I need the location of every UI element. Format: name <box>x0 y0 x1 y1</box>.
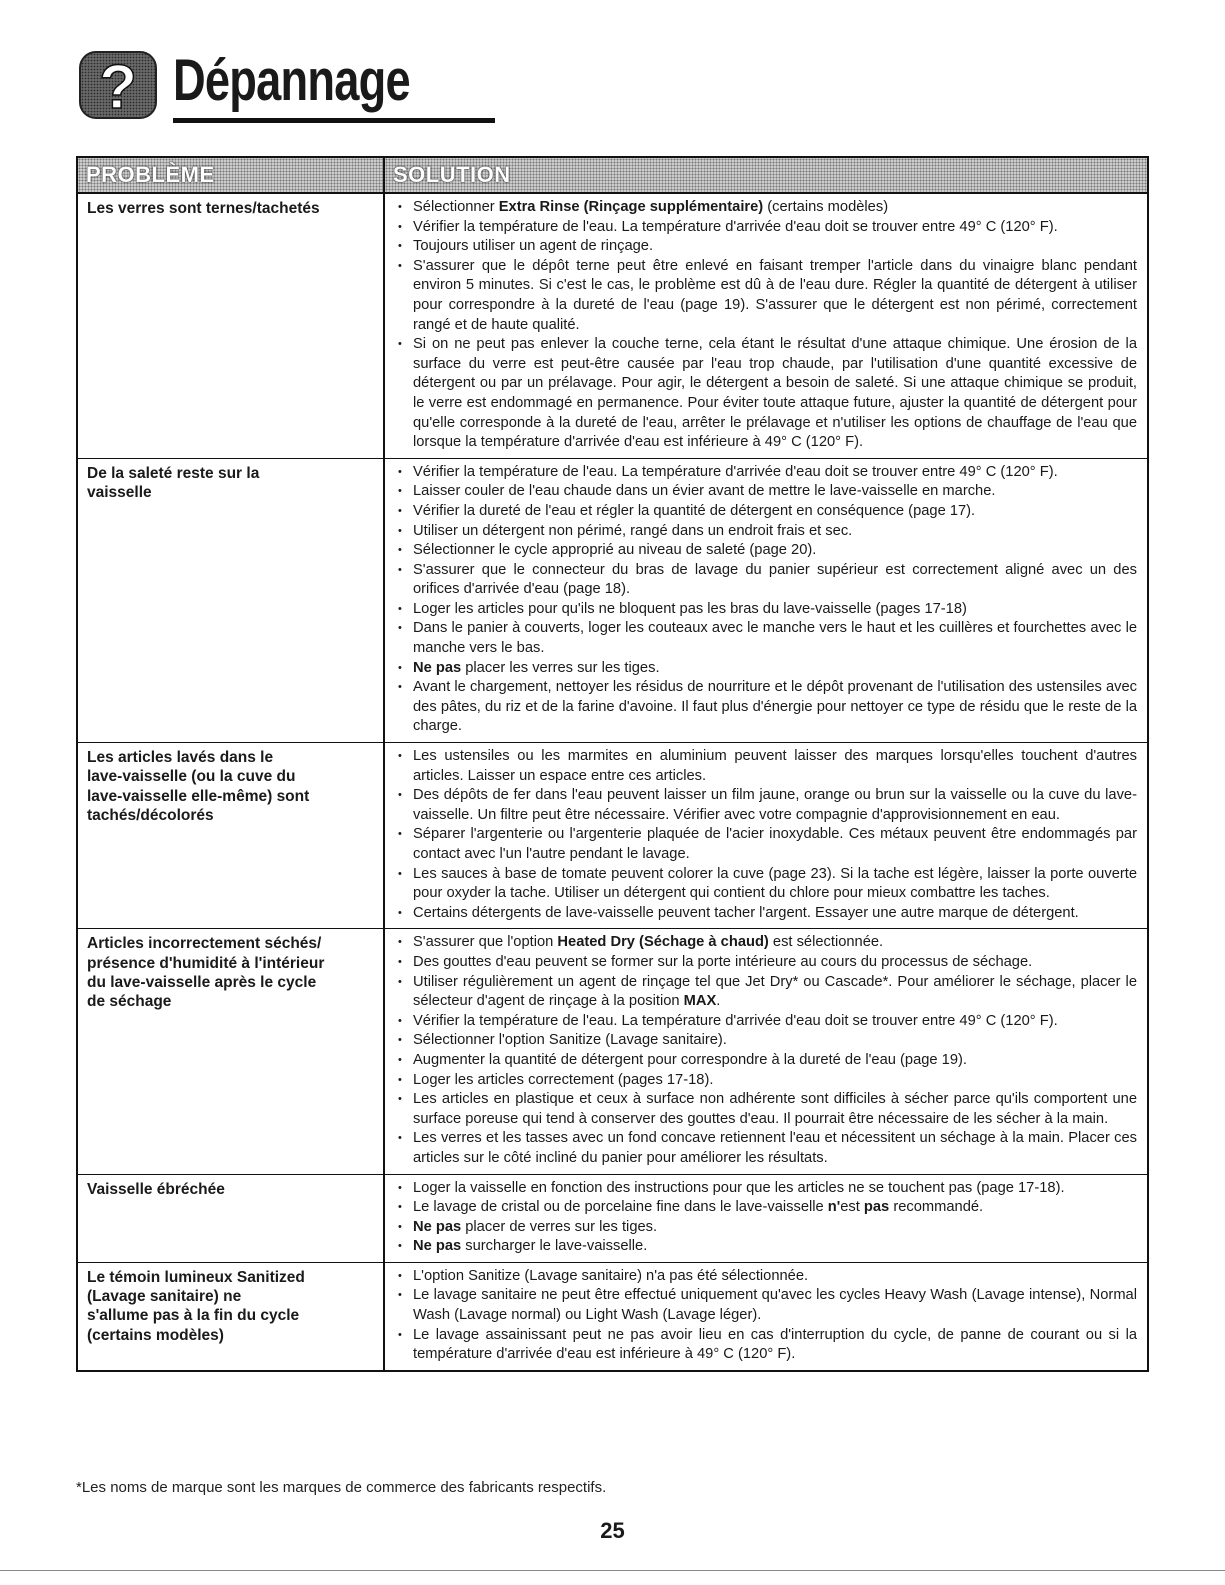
solution-text: Les verres et les tasses avec un fond concave retiennent l'eau et nécessitent un séchage à la main. Placer ces articles sur le côté incliné du panier pour améliorer les résultats. <box>413 1130 1137 1166</box>
table-row <box>78 459 1147 743</box>
solution-item <box>395 933 1137 953</box>
solution-text: L'option Sanitize (Lavage sanitaire) n'a pas été sélectionnée. <box>413 1267 809 1284</box>
table-body <box>78 194 1147 1370</box>
solution-item <box>395 237 1137 257</box>
solution-item <box>395 600 1137 620</box>
solution-text: Séparer l'argenterie ou l'argenterie plaquée de l'acier inoxydable. Ces métaux peuvent être endommagés par contact avec l'un l'autre pendant le lavage. <box>413 826 1137 862</box>
solution-list <box>395 463 1137 737</box>
solution-item <box>395 1218 1137 1238</box>
solution-text: Vérifier la température de l'eau. La température d'arrivée d'eau doit se trouver entre 49° C (120° F). <box>413 1012 1058 1029</box>
solution-text: Augmenter la quantité de détergent pour correspondre à la dureté de l'eau (page 19). <box>413 1051 967 1068</box>
solution-item <box>395 1071 1137 1091</box>
solution-emphasis: Heated Dry (Séchage à chaud) <box>557 934 769 951</box>
solution-item <box>395 619 1137 658</box>
solution-text: Loger les articles pour qu'ils ne bloquent pas les bras du lave-vaisselle (pages 17-18) <box>413 600 967 617</box>
footnote: *Les noms de marque sont les marques de commerce des fabricants respectifs. <box>76 1479 607 1496</box>
solution-item <box>395 335 1137 453</box>
solution-text: placer de verres sur les tiges. <box>461 1218 658 1235</box>
solution-item <box>395 561 1137 600</box>
troubleshooting-table <box>76 156 1149 1372</box>
solution-item <box>395 973 1137 1012</box>
solution-list <box>395 1179 1137 1257</box>
solution-text: Sélectionner <box>413 199 499 215</box>
svg-text:?: ? <box>99 53 137 120</box>
solution-text: Si on ne peut pas enlever la couche terne, cela étant le résultat d'une attaque chimique. Une érosion de la surface du verre est peut-être causée par l'eau trop chaude, par l'utilisation d'une quantité excessive de détergent ou par un prélavage. Pour agir, le détergent a besoin de saleté. Si une attaque chimique se produit, le verre est endommagé en permanence. Pour éviter toute attaque future, ajuster la quantité de détergent pour qu'elle corresponde à la dureté de l'eau, arrêter le prélavage et n'utiliser les options de chauffage de l'eau que lorsque la température d'arrivée d'eau est inférieure à 49° C (120° F). <box>413 336 1137 451</box>
solution-item <box>395 218 1137 238</box>
solution-item <box>395 1012 1137 1032</box>
solution-cell <box>385 929 1147 1173</box>
solution-item <box>395 1237 1137 1257</box>
solution-text: Les sauces à base de tomate peuvent colorer la cuve (page 23). Si la tache est légère, laisser la porte ouverte pour oxyder la tache. Utiliser un détergent qui contient du chlore pour mieux combattre les taches. <box>413 865 1137 902</box>
solution-emphasis: Extra Rinse (Rinçage supplémentaire) <box>498 199 764 215</box>
solution-item <box>395 747 1137 786</box>
table-header <box>78 158 1147 194</box>
title-underline <box>173 118 495 123</box>
column-header-solution: SOLUTION <box>385 158 1147 192</box>
solution-emphasis: Ne pas <box>413 1218 462 1235</box>
table-row <box>78 929 1147 1174</box>
solution-text: surcharger le lave-vaisselle. <box>461 1238 648 1255</box>
solution-text: Des gouttes d'eau peuvent se former sur la porte intérieure au cours du processus de séchage. <box>413 953 1033 970</box>
solution-text: Sélectionner le cycle approprié au niveau de saleté (page 20). <box>413 542 817 559</box>
solution-cell <box>385 743 1147 928</box>
solution-emphasis: MAX <box>683 993 717 1010</box>
solution-emphasis: Ne pas <box>413 1238 462 1255</box>
solution-item <box>395 786 1137 825</box>
solution-text: Loger la vaisselle en fonction des instructions pour que les articles ne se touchent pas (page 17-18). <box>413 1179 1065 1196</box>
solution-emphasis: pas <box>863 1199 890 1216</box>
solution-item <box>395 1326 1137 1365</box>
problem-cell: Vaisselle ébréchée <box>78 1175 385 1262</box>
solution-text: Loger les articles correctement (pages 17-18). <box>413 1071 714 1088</box>
solution-item <box>395 1031 1137 1051</box>
solution-item <box>395 1198 1137 1218</box>
solution-text: Laisser couler de l'eau chaude dans un évier avant de mettre le lave-vaisselle en marche. <box>413 483 996 500</box>
solution-text: Dans le panier à couverts, loger les couteaux avec le manche vers le haut et les cuillères et fourchettes avec le manche vers le bas. <box>413 620 1137 657</box>
problem-cell: Les articles lavés dans le lave-vaisselle (ou la cuve du lave-vaisselle elle-même) sont tachés/décolorés <box>78 743 385 928</box>
solution-text: Sélectionner l'option Sanitize (Lavage sanitaire). <box>413 1032 727 1049</box>
solution-item <box>395 522 1137 542</box>
solution-text: Le lavage assainissant peut ne pas avoir lieu en cas d'interruption du cycle, de panne de courant ou si la température d'arrivée d'eau est inférieure à 49° C (120° F). <box>413 1326 1137 1363</box>
solution-item <box>395 482 1137 502</box>
solution-item <box>395 541 1137 561</box>
table-row <box>78 1263 1147 1370</box>
problem-cell: De la saleté reste sur la vaisselle <box>78 459 385 742</box>
solution-text: Certains détergents de lave-vaisselle peuvent tacher l'argent. Essayer une autre marque de détergent. <box>413 904 1079 921</box>
solution-item <box>395 865 1137 904</box>
table-row <box>78 194 1147 459</box>
solution-emphasis: n' <box>827 1199 841 1216</box>
solution-item <box>395 257 1137 335</box>
solution-item <box>395 502 1137 522</box>
page-number: 25 <box>600 1518 625 1543</box>
solution-item <box>395 1090 1137 1129</box>
solution-item <box>395 1286 1137 1325</box>
solution-item <box>395 659 1137 679</box>
solution-text: (certains modèles) <box>763 199 889 215</box>
solution-text: Vérifier la température de l'eau. La température d'arrivée d'eau doit se trouver entre 49° C (120° F). <box>413 463 1058 480</box>
solution-cell <box>385 459 1147 742</box>
solution-cell <box>385 1175 1147 1262</box>
problem-cell: Les verres sont ternes/tachetés <box>78 194 385 458</box>
solution-text: Utiliser régulièrement un agent de rinçage tel que Jet Dry* ou Cascade*. Pour améliorer le séchage, placer le sélecteur d'agent de rinçage à la position <box>413 973 1137 1010</box>
solution-text: S'assurer que le connecteur du bras de lavage du panier supérieur est correctement aligné avec un des orifices d'arrivée d'eau (page 18). <box>413 561 1137 598</box>
solution-text: Vérifier la température de l'eau. La température d'arrivée d'eau doit se trouver entre 49° C (120° F). <box>413 218 1058 235</box>
table-row <box>78 743 1147 929</box>
solution-text: . <box>716 993 721 1010</box>
solution-item <box>395 1179 1137 1199</box>
solution-list <box>395 747 1137 923</box>
solution-item <box>395 953 1137 973</box>
solution-text: Avant le chargement, nettoyer les résidus de nourriture et le dépôt provenant de l'utilisation des ustensiles avec des pâtes, du riz et de la farine d'avoine. Il faut plus d'énergie pour nettoyer ce type de résidu que le reste de la charge. <box>413 679 1137 735</box>
solution-item <box>395 463 1137 483</box>
solution-item <box>395 678 1137 737</box>
solution-list <box>395 1267 1137 1365</box>
solution-text: S'assurer que le dépôt terne peut être enlevé en faisant tremper l'article dans du vinaigre blanc pendant environ 5 minutes. Si c'est le cas, le problème est dû à de l'eau dure. Régler la quantité de détergent à utiliser pour correspondre à la dureté de l'eau (page 19). S'assurer que le détergent est non périmé, correctement rangé et de haute qualité. <box>413 257 1137 333</box>
solution-text: est sélectionnée. <box>768 934 884 951</box>
solution-text: Les ustensiles ou les marmites en aluminium peuvent laisser des marques lorsqu'elles touchent d'autres articles. Laisser un espace entre ces articles. <box>413 748 1137 784</box>
solution-text: Le lavage de cristal ou de porcelaine fine dans le lave-vaisselle <box>413 1199 828 1216</box>
solution-text: S'assurer que l'option <box>413 934 558 951</box>
problem-cell: Articles incorrectement séchés/ présence d'humidité à l'intérieur du lave-vaisselle après le cycle de séchage <box>78 929 385 1173</box>
solution-cell <box>385 194 1147 458</box>
solution-item <box>395 904 1137 924</box>
solution-text: Vérifier la dureté de l'eau et régler la quantité de détergent en conséquence (page 17). <box>413 502 976 519</box>
table-row <box>78 1175 1147 1263</box>
solution-list <box>395 198 1137 453</box>
solution-text: Utiliser un détergent non périmé, rangé dans un endroit frais et sec. <box>413 522 853 539</box>
solution-text: Le lavage sanitaire ne peut être effectué uniquement qu'avec les cycles Heavy Wash (Lavage intense), Normal Wash (Lavage normal) ou Light Wash (Lavage léger). <box>413 1287 1137 1324</box>
page-title: Dépannage <box>173 48 410 113</box>
page-bottom-rule <box>0 1570 1225 1571</box>
solution-text: recommandé. <box>889 1199 984 1216</box>
solution-list <box>395 933 1137 1168</box>
solution-item <box>395 198 1137 218</box>
question-mark-icon <box>78 50 158 120</box>
solution-text: Les articles en plastique et ceux à surface non adhérente sont difficiles à sécher parce qu'ils comportent une surface poreuse qui tend à conserver des gouttes d'eau. Il pourrait être nécessaire de les sécher à la main. <box>413 1091 1137 1127</box>
solution-text: est <box>840 1199 864 1216</box>
column-header-problem: PROBLÈME <box>78 158 385 192</box>
solution-emphasis: Ne pas <box>413 659 462 676</box>
solution-item <box>395 1129 1137 1168</box>
solution-item <box>395 1051 1137 1071</box>
problem-cell: Le témoin lumineux Sanitized (Lavage sanitaire) ne s'allume pas à la fin du cycle (certains modèles) <box>78 1263 385 1370</box>
solution-item <box>395 825 1137 864</box>
solution-cell <box>385 1263 1147 1370</box>
solution-text: Toujours utiliser un agent de rinçage. <box>413 238 654 255</box>
solution-text: Des dépôts de fer dans l'eau peuvent laisser un film jaune, orange ou brun sur la vaisselle ou la cuve du lave-vaisselle. Un filtre peut être nécessaire. Vérifier avec votre compagnie d'approvisionnement en eau. <box>413 787 1137 823</box>
solution-item <box>395 1267 1137 1287</box>
solution-text: placer les verres sur les tiges. <box>461 659 660 676</box>
